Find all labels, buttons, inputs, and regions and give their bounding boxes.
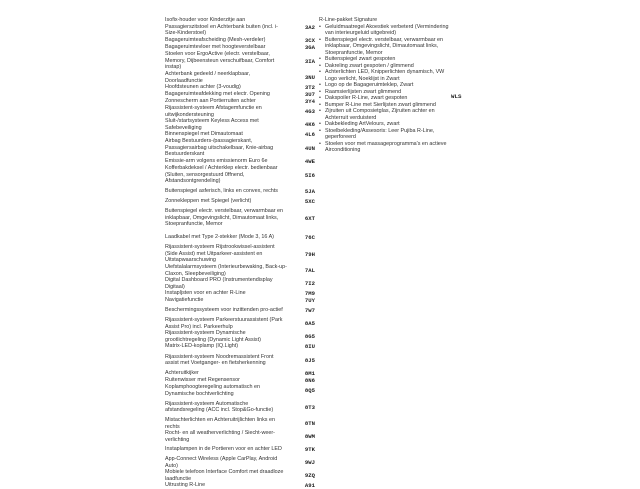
option-row [165, 469, 315, 482]
bullet-icon: • [319, 101, 321, 108]
package-item-text: Bumper R-Line met Sierlijsten zwart glimmend [325, 101, 436, 108]
option-code: 4G3 [304, 108, 315, 115]
bullet-icon: • [319, 69, 321, 75]
option-row [165, 105, 315, 118]
option-code: 7UY [304, 297, 315, 304]
package-item-text: Logo op de Bagageruimteklep, Zwart [325, 82, 414, 88]
option-code: 3GA [304, 44, 315, 51]
option-code: 9WJ [304, 459, 315, 466]
option-code: 3CX [304, 37, 315, 44]
option-description: Digital Dashboard PRO (Instrumentendisplay Digitaal) [165, 277, 273, 290]
option-row [165, 277, 315, 290]
option-code: 7AL [304, 267, 315, 274]
option-row [165, 370, 315, 377]
package-item-text: Zijruiten uit Composietglas, Zijruiten achter en Achterruit verduisterd [325, 108, 435, 121]
bullet-icon: • [319, 127, 321, 134]
option-description: Buitenspiegel electr. verstelbaar, verwarmbaar en inklapbaar, Omgevingslicht, Dimautomaat links, Stoepranfunctie, Memor [165, 208, 284, 228]
option-description: Zonnescherm aan Portierruiten achter [165, 98, 256, 105]
option-code: 3T2 [304, 84, 315, 91]
package-item-text: Buitenspiegel electr. verstelbaar, verwarmbaar en inklapbaar, Omgevingslicht, Dimautomaat links, Stoepranfunctie, Memor [325, 36, 444, 56]
option-description: Beschermingssysteem voor inzittenden pro-actief [165, 307, 283, 314]
option-description: Matrix-LED-koplamp (IQ.Light) [165, 343, 239, 350]
option-row [165, 430, 315, 443]
option-description: Koplamphoogteregeling automatisch en Dynamische bochtverlichting [165, 384, 260, 397]
option-row [165, 317, 315, 330]
option-code: A91 [304, 482, 315, 489]
option-row [165, 417, 315, 430]
option-description: Bagageruimtevloer met hoogteverstelbaar [165, 44, 266, 51]
option-code: 6XT [304, 214, 315, 222]
option-row [165, 456, 315, 469]
option-description: Rijassistent-systeem Rijstrookwissel-assistent (Side Assist) met Uitparkeer-assistent en Uitstapwaarschuwing [165, 244, 275, 264]
option-code: 8WM [304, 433, 315, 440]
option-row [165, 205, 315, 231]
package-code: WLS [451, 93, 462, 100]
option-description: Rijassistent-systeem Noodremassistent Front assist met Voetganger- en fietsherkenning [165, 353, 274, 366]
package-item-text: Achterlichten LED, Knipperlichten dynamisch, VW Logo verlicht, Noeklijst in Zwart [325, 69, 445, 82]
option-code: 8N6 [304, 377, 315, 384]
option-code: 8J5 [304, 356, 315, 364]
option-row [165, 138, 315, 158]
package-title: R-Line-pakket Signature [319, 17, 378, 23]
option-description: Rijassistent-systeem Automatische afstandsregeling (ACC incl. Stop&Go-functie) [165, 400, 274, 413]
option-code: 9ZQ [304, 472, 315, 479]
option-row [165, 482, 315, 489]
package-item-text: Dakspoiler R-Line, zwart gespoten [325, 95, 408, 101]
option-row [165, 98, 315, 105]
package-item-text: Geluidmaatregel Akoestiek verbeterd (Vermindering van interieurgeluid uitgebreid) [325, 23, 449, 36]
option-row [165, 384, 315, 397]
option-row [165, 443, 315, 456]
option-description: Navigatiefunctie [165, 297, 204, 304]
option-row [165, 44, 315, 51]
option-description: Sluit-/startsysteem Keyless Access met Safebeveiliging [165, 118, 259, 131]
option-row [165, 51, 315, 71]
bullet-icon: • [319, 62, 321, 69]
option-description: Instapljsten voor en achter R-Line [165, 290, 246, 297]
option-description: Bagageruimteafscheiding (Mesh-verdeler) [165, 37, 266, 44]
option-row [165, 131, 315, 138]
option-description: Uitrusting R-Line [165, 482, 206, 489]
option-row [165, 244, 315, 264]
package-item [319, 128, 449, 141]
option-row [165, 17, 315, 37]
bullet-icon: • [319, 88, 321, 95]
option-row [165, 198, 315, 205]
option-code: 8M1 [304, 370, 315, 377]
r-line-package [319, 17, 449, 154]
option-code: 8T3 [304, 403, 315, 411]
option-code: 7I2 [304, 280, 315, 287]
option-code: 8A5 [304, 320, 315, 327]
option-row [165, 290, 315, 297]
option-row [165, 343, 315, 350]
options-list [165, 17, 315, 489]
option-code: 76C [304, 234, 315, 241]
option-code: 3A2 [304, 23, 315, 31]
bullet-icon: • [319, 23, 321, 30]
option-code: 7M9 [304, 290, 315, 297]
package-item [319, 24, 449, 37]
option-description: Rijassistent-systeem Parkeerstuurassistent (Park Assist Pro) incl. Parkeerhulp [165, 317, 283, 330]
package-item [319, 141, 449, 154]
option-description: Uiefstalalarmsysteem (Interieurbewaking, Back-up-Claxon, Sleepbeveiliging) [165, 264, 287, 277]
option-code: 8G5 [304, 333, 315, 340]
package-item [319, 69, 449, 82]
option-description: Mobiele telefoon Interface Comfort met draadloze laadfunctie [165, 469, 284, 482]
option-row [165, 185, 315, 198]
option-row [165, 264, 315, 277]
option-description: Ruitenwisser met Regensensor [165, 377, 240, 384]
package-item-text: Stoelbekleding/Assesoris: Leer Pujiba R-Line, geperforeerd [325, 127, 435, 140]
bullet-icon: • [319, 56, 321, 62]
option-row [165, 118, 315, 131]
bullet-icon: • [319, 121, 321, 127]
option-row [165, 37, 315, 44]
option-row [165, 377, 315, 384]
option-description: Laadkabel met Type 2-stekker (Mode 3, 16 A) [165, 234, 274, 241]
option-code: 7W7 [304, 307, 315, 314]
option-code: 3IA [304, 57, 315, 65]
package-item-text: Buitenspiegel zwart gespoten [325, 56, 396, 62]
option-description: Binnenspiegel met Dimautomaat [165, 131, 243, 138]
bullet-icon: • [319, 36, 321, 43]
option-description: Rijassistent-systeem Dynamische grootlichtregeling (Dynamic Light Assist) [165, 330, 261, 343]
option-code: 5JA [304, 188, 315, 195]
option-description: Emissie-arm volgens emissienorm Euro 6e [165, 158, 268, 165]
option-description: Instaplampen in de Portieren voor en achter LED [165, 446, 282, 453]
option-row [165, 297, 315, 304]
option-description: Bagageruimteafdekking met electr. Opening [165, 91, 270, 98]
option-description: Kofferbakdeksel / Achterklep electr. bedienbaar (Sluiten, sensorgestuurd 0ffnend, Afstandsontgrendeling) [165, 165, 278, 185]
option-row [165, 84, 315, 91]
option-row [165, 330, 315, 343]
package-item [319, 108, 449, 121]
option-code: 8TN [304, 420, 315, 427]
option-description: Stoelen voor ErgoActive (electr. verstelbaar, Memory, Dijbeensteun verschuifbaar, Comfort instap) [165, 51, 275, 71]
bullet-icon: • [319, 140, 321, 147]
bullet-icon: • [319, 95, 321, 101]
option-code: 8IU [304, 343, 315, 350]
option-description: Airbag Bestuurders-/passagierskant, Passagiersairbag uitschakelbaar, Knie-airbag Bestuurderskant [165, 138, 274, 158]
option-code: 3NU [304, 74, 315, 81]
bullet-icon: • [319, 108, 321, 114]
option-code: 4K6 [304, 121, 315, 128]
option-description: Isofix-houder voor Kinderzitje aan Passagierszitstoel en Achterbank buiten (incl. i-Size-Kinderstoel) [165, 17, 278, 37]
option-description: Mistachterlichten en Achteruitrijlichten links en rechts [165, 417, 275, 430]
option-code: 5I6 [304, 171, 315, 179]
option-code: 3Y4 [304, 98, 315, 105]
option-row [165, 350, 315, 370]
option-code: 4WE [304, 158, 315, 165]
package-item-text: Dakbekleding ArtVelours, zwart [325, 121, 400, 127]
option-code: 9TK [304, 446, 315, 453]
option-code: 4UN [304, 144, 315, 152]
option-description: Achterbank gedeeld / neerklapbaar, Doorlaadfunctie [165, 71, 251, 84]
option-row [165, 71, 315, 84]
bullet-icon: • [319, 82, 321, 88]
option-row [165, 165, 315, 185]
option-code: 3U7 [304, 91, 315, 98]
option-description: Hoofdsteunen achter (3-voudig) [165, 84, 241, 91]
package-item-text: Stoelen voor met massageprogramma's en actieve Airconditioning [325, 140, 447, 153]
option-row [165, 158, 315, 165]
option-description: Zonnekleppen met Spiegel (verlicht) [165, 198, 252, 205]
option-row [165, 231, 315, 244]
option-description: Buitenspiegel asferisch, links en convex, rechts [165, 188, 278, 195]
package-item-text: Raamsierlijsten zwart glimmend [325, 88, 402, 95]
option-row [165, 91, 315, 98]
option-description: App-Connect Wireless (Apple CarPlay, Android Auto) [165, 456, 278, 469]
option-code: 5XC [304, 198, 315, 205]
package-item-text: Dakreling zwart gespoten / glimmend [325, 62, 414, 69]
package-items [319, 24, 449, 154]
option-description: Rocht- en all weatherverlichting / Siecht-weer-verlichting [165, 430, 275, 443]
option-row [165, 397, 315, 417]
option-row [165, 304, 315, 317]
option-description: Achteruitkijker [165, 370, 199, 377]
option-code: 79H [304, 250, 315, 258]
option-code: 8Q5 [304, 387, 315, 394]
option-code: 4L6 [304, 131, 315, 138]
package-item [319, 37, 449, 57]
option-description: Rijassistent-systeem Afstagemfunctie en uitwijkondersteuning [165, 105, 262, 118]
